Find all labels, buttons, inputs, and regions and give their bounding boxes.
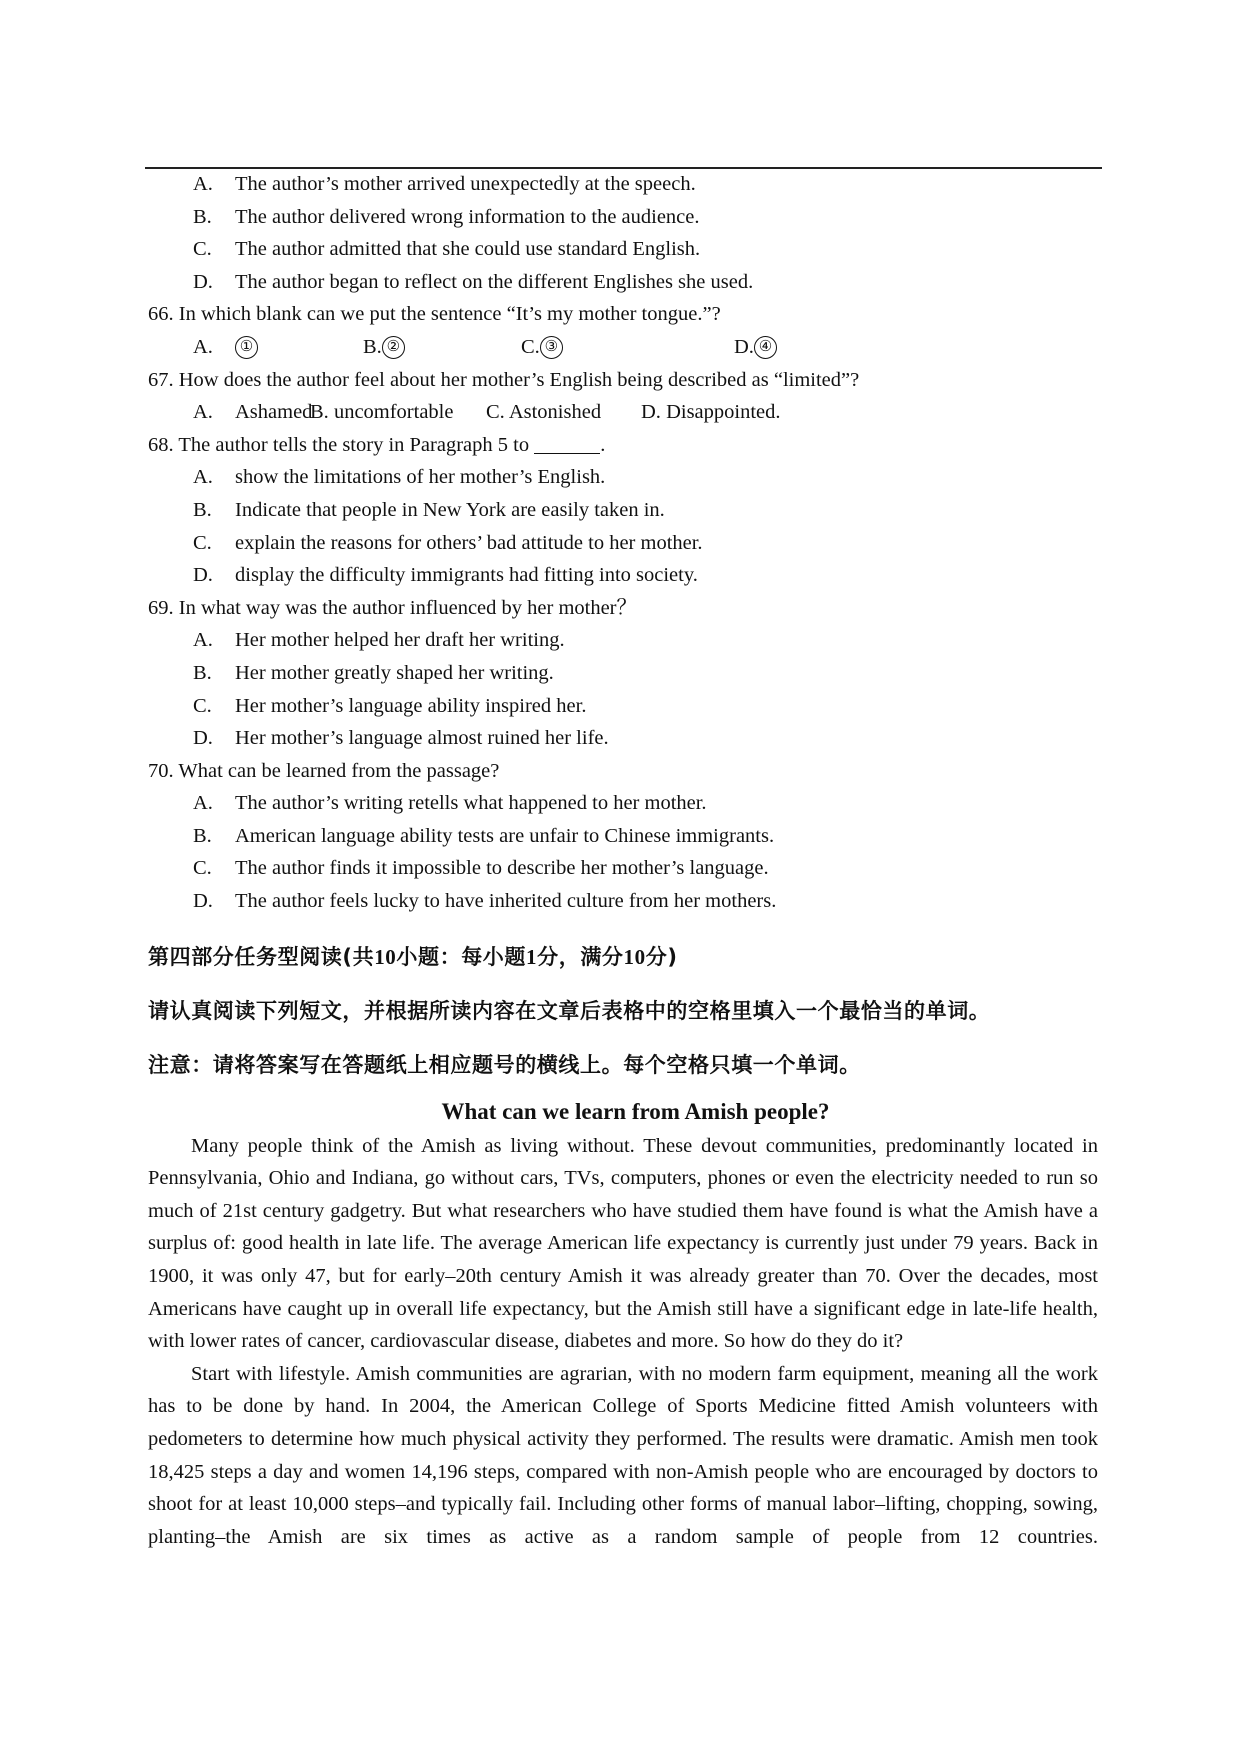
circled-four: ④ — [754, 336, 777, 359]
passage-paragraph-1: Many people think of the Amish as living without. These devout communities, predominantly located in Pennsylvania, Ohio and Indiana, go without cars, TVs, computers, phones or even the electricity needed to run so much of 21st century gadgetry. But what researchers who have studied them have found is what the Amish have a surplus of: good health in late life. The average American life expectancy is currently just under 79 years. Back in 1900, it was only 47, but for early–20th century Amish it was already greater than 70. Over the decades, most Americans have caught up in overall life expectancy, but the Amish still have a significant edge in late-life health, with lower rates of cancer, cardiovascular disease, diabetes and more. So how do they do it? — [148, 1134, 1098, 1353]
q69-option-d: D. Her mother’s language almost ruined her life. — [193, 727, 609, 750]
circled-three: ③ — [540, 336, 563, 359]
circled-one: ① — [235, 336, 258, 359]
q70-option-b: B. American language ability tests are unfair to Chinese immigrants. — [193, 824, 775, 847]
q69-option-a: A. Her mother helped her draft her writing. — [193, 629, 565, 652]
q68-question: 68. The author tells the story in Paragraph 5 to . — [148, 433, 606, 456]
q70-option-c: C. The author finds it impossible to describe her mother’s language. — [193, 857, 769, 880]
q66-option-c: C. ③ — [521, 331, 734, 364]
q67-option-b: B. uncomfortable — [310, 401, 454, 424]
q69-option-c: C. Her mother’s language ability inspired her. — [193, 694, 587, 717]
q69-question: 69. In what way was the author influenced by her mother？ — [148, 596, 638, 619]
q66-option-a: A. ① — [193, 331, 363, 364]
q70-option-d: D. The author feels lucky to have inherited culture from her mothers. — [193, 890, 777, 913]
q67-options — [148, 396, 1098, 429]
q67-option-c: C. Astonished — [486, 401, 602, 424]
q68-option-d: D. display the difficulty immigrants had fitting into society. — [193, 564, 698, 587]
q65-option-d: D. The author began to reflect on the different Englishes she used. — [193, 270, 754, 293]
q67-option-d: D. Disappointed. — [641, 401, 781, 424]
passage-title: What can we learn from Amish people? — [441, 1098, 830, 1124]
answer-blank — [534, 433, 600, 454]
q67-question: 67. How does the author feel about her mother’s English being described as “limited”? — [148, 368, 860, 391]
q66-option-b: B. ② — [363, 331, 521, 364]
exam-page — [148, 168, 1098, 1553]
q68-option-a: A. show the limitations of her mother’s English. — [193, 466, 606, 489]
passage-paragraph-2: Start with lifestyle. Amish communities are agrarian, with no modern farm equipment, meaning all the work has to be done by hand. In 2004, the American College of Sports Medicine fitted Amish volunteers with pedometers to determine how much physical activity they performed. The results were dramatic. Amish men took 18,425 steps a day and women 14,196 steps, compared with non-Amish people who are encouraged by doctors to shoot for at least 10,000 steps–and typically fail. Including other forms of manual labor–lifting, chopping, sowing, planting–the Amish are six times as active as a random sample of people from 12 countries. — [148, 1362, 1098, 1548]
q65-option-b: B. The author delivered wrong information to the audience. — [193, 205, 700, 228]
q70-question: 70. What can be learned from the passage? — [148, 759, 500, 782]
section-heading: 第四部分任务型阅读(共10小题：每小题1分，满分10分) — [148, 944, 678, 969]
q65-option-a: A. The author’s mother arrived unexpectedly at the speech. — [193, 173, 696, 195]
q66-option-d: D. ④ — [734, 331, 777, 364]
section-instruction: 请认真阅读下列短文，并根据所读内容在文章后表格中的空格里填入一个最恰当的单词。 — [148, 998, 991, 1023]
circled-two: ② — [382, 336, 405, 359]
q65-option-c: C. The author admitted that she could use standard English. — [193, 238, 701, 261]
section-note: 注意：请将答案写在答题纸上相应题号的横线上。每个空格只填一个单词。 — [148, 1052, 861, 1077]
q68-option-c: C. explain the reasons for others’ bad attitude to her mother. — [193, 531, 703, 554]
q69-option-b: B. Her mother greatly shaped her writing. — [193, 661, 554, 684]
q66-options — [148, 331, 1098, 364]
q68-option-b: B. Indicate that people in New York are easily taken in. — [193, 498, 665, 521]
q70-option-a: A. The author’s writing retells what happened to her mother. — [193, 792, 707, 815]
q67-option-a: A. Ashamed — [193, 401, 313, 424]
q66-question: 66. In which blank can we put the sentence “It’s my mother tongue.”? — [148, 303, 721, 326]
